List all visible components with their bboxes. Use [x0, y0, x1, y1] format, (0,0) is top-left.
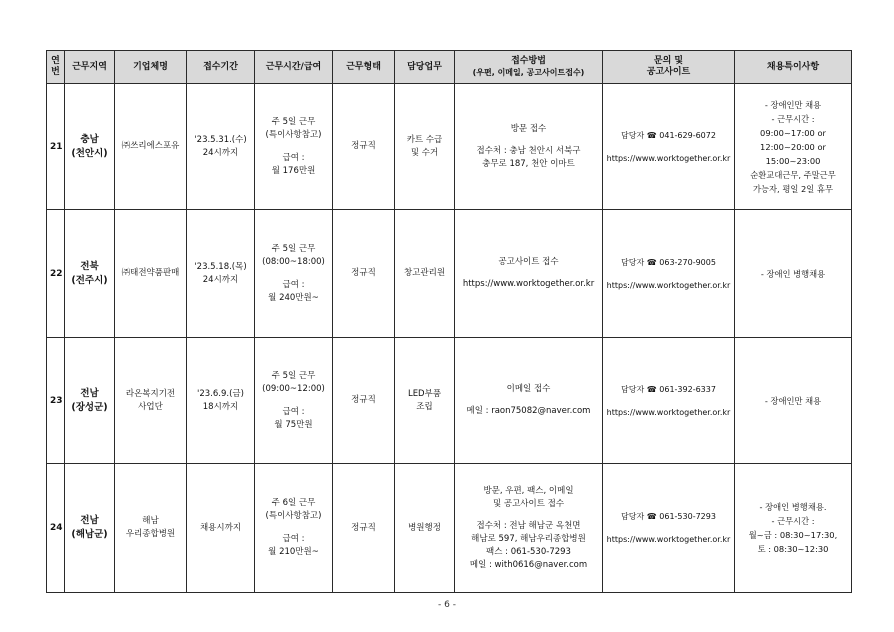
work-hours-pay	[255, 84, 333, 210]
notes-line: - 근무시간 :	[771, 516, 815, 526]
notes-line: 09:00~17:00 or	[760, 127, 826, 138]
company-line: ㈜쓰리에스포유	[121, 141, 180, 151]
period-line: 24시까지	[202, 147, 239, 158]
pay-line: 급여 :	[282, 152, 305, 163]
period-line: 24시까지	[202, 274, 239, 285]
row-number: 23	[47, 338, 65, 464]
header-notes: 채용특이사항	[735, 51, 852, 84]
header-method: 접수방법 (우편, 이메일, 공고사이트접수)	[455, 51, 603, 84]
hours-line: (08:00~18:00)	[262, 256, 325, 267]
period-line: '23.5.18.(목)	[194, 261, 247, 272]
contact-info	[603, 84, 735, 210]
work-region	[65, 464, 115, 593]
contact-url-link[interactable]: https://www.worktogether.or.kr	[606, 280, 731, 290]
header-company: 기업체명	[115, 51, 187, 84]
company-line: 우리종합병원	[125, 529, 176, 539]
region-line: 전남	[80, 515, 99, 526]
employment-type: 정규직	[333, 210, 395, 338]
company-line: 사업단	[138, 401, 163, 412]
region-line: 전북	[80, 260, 99, 272]
application-period	[187, 210, 255, 338]
duty-line: 병원행정	[408, 522, 441, 533]
region-line: (해남군)	[71, 529, 108, 540]
contact-phone: 담당자 ☎ 061-392-6337	[621, 384, 716, 394]
hiring-notes	[735, 464, 852, 593]
header-hours: 근무시간/급여	[255, 51, 333, 84]
notes-line: 순환교대근무, 주말근무	[750, 169, 836, 180]
row-number: 22	[47, 210, 65, 338]
table-row	[47, 338, 852, 464]
application-method	[455, 338, 603, 464]
header-no: 연 번	[47, 51, 65, 84]
region-line: (전주시)	[71, 274, 108, 286]
work-region	[65, 338, 115, 464]
region-line: (천안시)	[71, 147, 108, 159]
application-period	[187, 338, 255, 464]
employment-type: 정규직	[333, 464, 395, 593]
hours-line: (09:00~12:00)	[262, 383, 325, 394]
notes-line: - 장애인만 채용	[764, 395, 822, 406]
notes-line: 15:00~23:00	[765, 155, 821, 166]
row-number: 21	[47, 84, 65, 210]
notes-line: 가능자, 평일 2일 휴무	[753, 183, 833, 194]
work-hours-pay	[255, 464, 333, 593]
method-detail-line: 팩스 : 061-530-7293	[486, 546, 571, 557]
company-name	[115, 84, 187, 210]
work-region	[65, 84, 115, 210]
contact-info	[603, 210, 735, 338]
period-line: '23.5.31.(수)	[194, 134, 247, 145]
hiring-notes	[735, 210, 852, 338]
pay-line: 급여 :	[282, 279, 305, 290]
job-duty	[395, 464, 455, 593]
table-row	[47, 464, 852, 593]
notes-line: 월~금 : 08:30~17:30,	[748, 530, 838, 540]
hours-line: 주 6일 근무	[271, 498, 316, 508]
notes-line: - 근무시간 :	[771, 113, 815, 124]
table-row	[47, 210, 852, 338]
method-title-line: 방문 접수	[510, 123, 547, 134]
method-detail-line: 메일 : raon75082@naver.com	[466, 406, 591, 416]
pay-line: 급여 :	[282, 534, 305, 544]
employment-type: 정규직	[333, 338, 395, 464]
application-method	[455, 210, 603, 338]
application-method	[455, 464, 603, 593]
contact-url-link[interactable]: https://www.worktogether.or.kr	[606, 153, 731, 163]
contact-phone: 담당자 ☎ 061-530-7293	[621, 512, 716, 521]
header-region: 근무지역	[65, 51, 115, 84]
duty-line: LED부품	[407, 388, 442, 399]
header-period: 접수기간	[187, 51, 255, 84]
work-region	[65, 210, 115, 338]
contact-info	[603, 338, 735, 464]
header-kind: 근무형태	[333, 51, 395, 84]
contact-phone: 담당자 ☎ 041-629-6072	[621, 130, 716, 140]
header-duty: 담당업무	[395, 51, 455, 84]
work-hours-pay	[255, 210, 333, 338]
header-contact: 문의 및 공고사이트	[603, 51, 735, 84]
company-line: 해남	[142, 516, 159, 526]
method-detail-line: 접수처 : 전남 해남군 옥천면	[476, 520, 581, 531]
region-line: (장성군)	[71, 401, 108, 413]
hiring-notes	[735, 338, 852, 464]
company-name	[115, 338, 187, 464]
notes-line: 12:00~20:00 or	[760, 141, 826, 152]
job-duty	[395, 210, 455, 338]
notes-line: - 장애인 병행채용	[760, 268, 826, 279]
pay-line: 월 75만원	[274, 419, 313, 430]
contact-info	[603, 464, 735, 593]
row-number: 24	[47, 464, 65, 593]
method-detail-line: 해남로 597, 해남우리종합병원	[471, 533, 586, 544]
hours-line: 주 5일 근무	[271, 243, 316, 254]
company-name	[115, 464, 187, 593]
method-title-line: 공고사이트 접수	[498, 257, 559, 267]
table-row	[47, 84, 852, 210]
method-title-line: 및 공고사이트 접수	[492, 498, 565, 509]
company-name	[115, 210, 187, 338]
job-duty	[395, 84, 455, 210]
duty-line: 창고관리원	[403, 268, 446, 278]
hiring-notes	[735, 84, 852, 210]
contact-url-link[interactable]: https://www.worktogether.or.kr	[606, 407, 731, 417]
application-period	[187, 464, 255, 593]
work-hours-pay	[255, 338, 333, 464]
duty-line: 카트 수급	[406, 134, 443, 145]
contact-phone: 담당자 ☎ 063-270-9005	[621, 257, 716, 267]
hours-line: 주 5일 근무	[271, 116, 316, 127]
method-title-line: 방문, 우편, 팩스, 이메일	[483, 485, 574, 496]
hours-line: 주 5일 근무	[271, 370, 316, 381]
notes-line: - 장애인만 채용	[764, 99, 822, 110]
job-duty	[395, 338, 455, 464]
notes-line: - 장애인 병행채용.	[759, 502, 827, 512]
employment-type: 정규직	[333, 84, 395, 210]
period-line: '23.6.9.(금)	[197, 388, 244, 399]
hours-line: (특이사항참고)	[265, 511, 322, 521]
method-detail-line: 충무로 187, 천안 이마트	[482, 158, 575, 169]
company-line: 라온복지기전	[125, 388, 176, 399]
notes-line: 토 : 08:30~12:30	[757, 544, 829, 554]
pay-line: 급여 :	[282, 406, 305, 417]
method-detail-line: https://www.worktogether.or.kr	[462, 279, 595, 289]
pay-line: 월 176만원	[271, 165, 316, 176]
application-period	[187, 84, 255, 210]
job-listing-table	[46, 50, 852, 593]
contact-url-link[interactable]: https://www.worktogether.or.kr	[606, 535, 731, 544]
region-line: 충남	[80, 133, 99, 145]
duty-line: 및 수거	[410, 147, 439, 158]
table-header-row	[47, 51, 852, 84]
period-line: 18시까지	[202, 401, 239, 412]
method-title-line: 이메일 접수	[506, 384, 551, 394]
company-line: ㈜태전약품판매	[121, 268, 180, 278]
method-detail-line: 접수처 : 충남 천안시 서북구	[476, 145, 581, 156]
period-line: 채용시까지	[199, 522, 242, 533]
method-detail-line: 메일 : with0616@naver.com	[469, 559, 588, 570]
duty-line: 조립	[416, 401, 433, 412]
region-line: 전남	[80, 387, 99, 399]
application-method	[455, 84, 603, 210]
pay-line: 월 240만원~	[268, 292, 319, 303]
page-number: - 6 -	[438, 600, 456, 610]
pay-line: 월 210만원~	[268, 547, 319, 557]
hours-line: (특이사항참고)	[265, 129, 322, 140]
